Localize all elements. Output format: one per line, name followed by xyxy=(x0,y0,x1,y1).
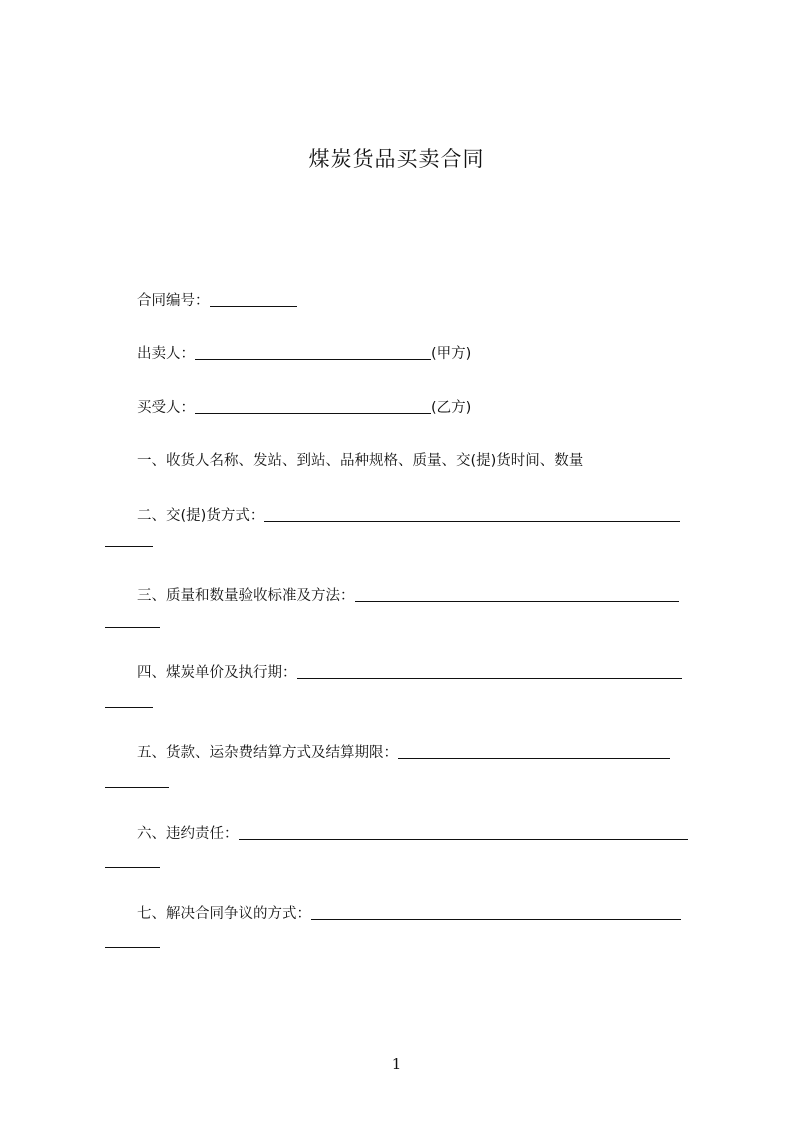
section-2 xyxy=(137,505,680,526)
seller-suffix: (甲方) xyxy=(431,346,472,362)
seller-label: 出卖人： xyxy=(137,346,195,362)
section-5-blank-continued[interactable] xyxy=(105,786,169,788)
section-7-blank[interactable] xyxy=(311,903,681,920)
contract-number-blank[interactable] xyxy=(210,290,297,307)
document-title: 煤炭货品买卖合同 xyxy=(308,147,485,171)
section-4-blank-continued[interactable] xyxy=(105,706,153,708)
buyer-row xyxy=(137,397,471,418)
buyer-blank[interactable] xyxy=(195,397,431,414)
section-2-blank-continued[interactable] xyxy=(105,545,153,547)
section-5 xyxy=(137,742,670,763)
section-6-label: 六、违约责任： xyxy=(137,826,239,842)
contract-number-row xyxy=(137,290,297,311)
section-4-blank[interactable] xyxy=(297,662,682,679)
section-2-blank[interactable] xyxy=(264,505,680,522)
section-7-blank-continued[interactable] xyxy=(105,946,160,948)
section-5-blank[interactable] xyxy=(398,742,670,759)
section-3-blank-continued[interactable] xyxy=(105,626,160,628)
section-4 xyxy=(137,662,682,683)
section-7-label: 七、解决合同争议的方式： xyxy=(137,906,311,922)
page-number: 1 xyxy=(391,1055,402,1073)
section-1 xyxy=(137,451,583,471)
seller-blank[interactable] xyxy=(195,343,431,360)
section-5-label: 五、货款、运杂费结算方式及结算期限： xyxy=(137,745,398,761)
section-3-blank[interactable] xyxy=(355,585,679,602)
seller-row xyxy=(137,343,471,364)
buyer-suffix: (乙方) xyxy=(431,400,472,416)
section-4-label: 四、煤炭单价及执行期： xyxy=(137,665,297,681)
section-7 xyxy=(137,903,681,924)
section-6 xyxy=(137,823,688,844)
buyer-label: 买受人： xyxy=(137,400,195,416)
section-6-blank[interactable] xyxy=(239,823,688,840)
section-2-label: 二、交(提)货方式： xyxy=(137,508,265,524)
section-3 xyxy=(137,585,679,606)
section-3-label: 三、质量和数量验收标准及方法： xyxy=(137,588,355,604)
contract-number-label: 合同编号： xyxy=(137,293,210,309)
section-6-blank-continued[interactable] xyxy=(105,866,160,868)
section-1-text: 一、收货人名称、发站、到站、品种规格、质量、交(提)货时间、数量 xyxy=(137,453,584,469)
